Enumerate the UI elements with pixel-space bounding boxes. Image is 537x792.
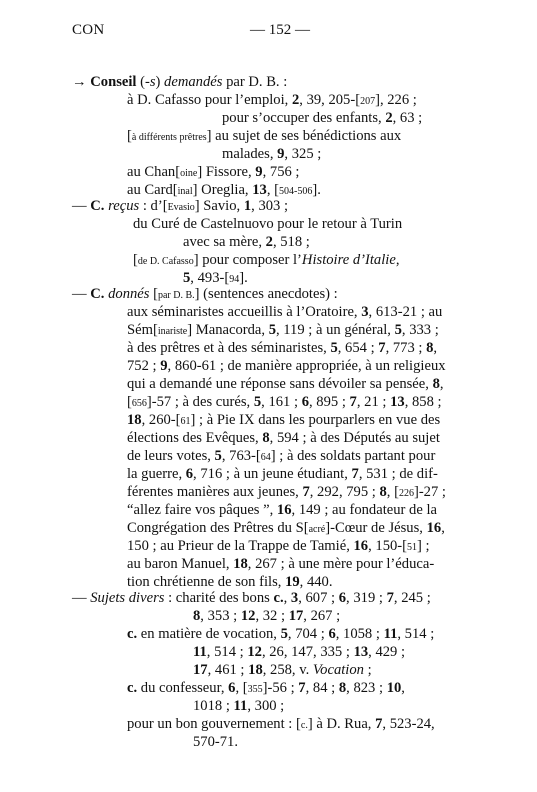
index-line: → Conseil (-s) demandés par D. B. : [72,74,288,90]
index-line: à D. Cafasso pour l’emploi, 2, 39, 205-[207], 226 ; [127,92,417,108]
index-line: pour un bon gouvernement : [c.] à D. Rua, 7, 523-24, [127,716,435,732]
index-line: qui a demandé une réponse sans dévoiler sa pensée, 8, [127,376,444,392]
page-number: — 152 — [250,22,310,38]
index-line: 1018 ; 11, 300 ; [193,698,285,714]
index-line: du Curé de Castelnuovo pour le retour à Turin [133,216,403,232]
index-line: 11, 514 ; 12, 26, 147, 335 ; 13, 429 ; [193,644,406,660]
index-line: [de D. Cafasso] pour composer l’Histoire d’Italie, [133,252,400,268]
index-line: 570-71. [193,734,238,750]
index-line: 752 ; 9, 860-61 ; de manière appropriée, à un religieux [127,358,446,374]
index-line: à des prêtres et à des séminaristes, 5, 654 ; 7, 773 ; 8, [127,340,438,356]
index-line: c. du confesseur, 6, [355]-56 ; 7, 84 ; 8, 823 ; 10, [127,680,405,696]
index-line: tion chrétienne de son fils, 19, 440. [127,574,333,590]
running-head: CON [72,22,105,38]
index-line: pour s’occuper des enfants, 2, 63 ; [222,110,423,126]
index-line: 8, 353 ; 12, 32 ; 17, 267 ; [193,608,341,624]
index-line: de leurs votes, 5, 763-[64] ; à des soldats partant pour [127,448,436,464]
index-line: “allez faire vos pâques ”, 16, 149 ; au fondateur de la [127,502,437,518]
index-line: 5, 493-[94]. [183,270,248,286]
index-line: élections des Evêques, 8, 594 ; à des Députés au sujet [127,430,440,446]
index-line: au baron Manuel, 18, 267 ; à une mère pour l’éduca- [127,556,435,572]
page-header [0,22,537,42]
index-line: malades, 9, 325 ; [222,146,322,162]
index-line: c. en matière de vocation, 5, 704 ; 6, 1058 ; 11, 514 ; [127,626,435,642]
index-line: [à différents prêtres] au sujet de ses bénédictions aux [127,128,402,144]
index-line: Congrégation des Prêtres du S[acré]-Cœur de Jésus, 16, [127,520,445,536]
index-line: — C. donnés [par D. B.] (sentences anecdotes) : [72,286,338,302]
index-line: la guerre, 6, 716 ; à un jeune étudiant, 7, 531 ; de dif- [127,466,438,482]
index-line: avec sa mère, 2, 518 ; [183,234,310,250]
index-line: au Card[inal] Oreglia, 13, [504-506]. [127,182,321,198]
index-line: — Sujets divers : charité des bons c., 3, 607 ; 6, 319 ; 7, 245 ; [72,590,431,606]
index-line: aux séminaristes accueillis à l’Oratoire, 3, 613-21 ; au [127,304,443,320]
index-line: au Chan[oine] Fissore, 9, 756 ; [127,164,300,180]
index-line: [656]-57 ; à des curés, 5, 161 ; 6, 895 ; 7, 21 ; 13, 858 ; [127,394,442,410]
index-line: 17, 461 ; 18, 258, v. Vocation ; [193,662,372,678]
index-line: 18, 260-[61] ; à Pie IX dans les pourparlers en vue des [127,412,441,428]
index-line: — C. reçus : d’[Evasio] Savio, 1, 303 ; [72,198,289,214]
index-line: férentes manières aux jeunes, 7, 292, 795 ; 8, [226]-27 ; [127,484,446,500]
index-line: Sém[inariste] Manacorda, 5, 119 ; à un général, 5, 333 ; [127,322,439,338]
index-line: 150 ; au Prieur de la Trappe de Tamié, 16, 150-[51] ; [127,538,430,554]
